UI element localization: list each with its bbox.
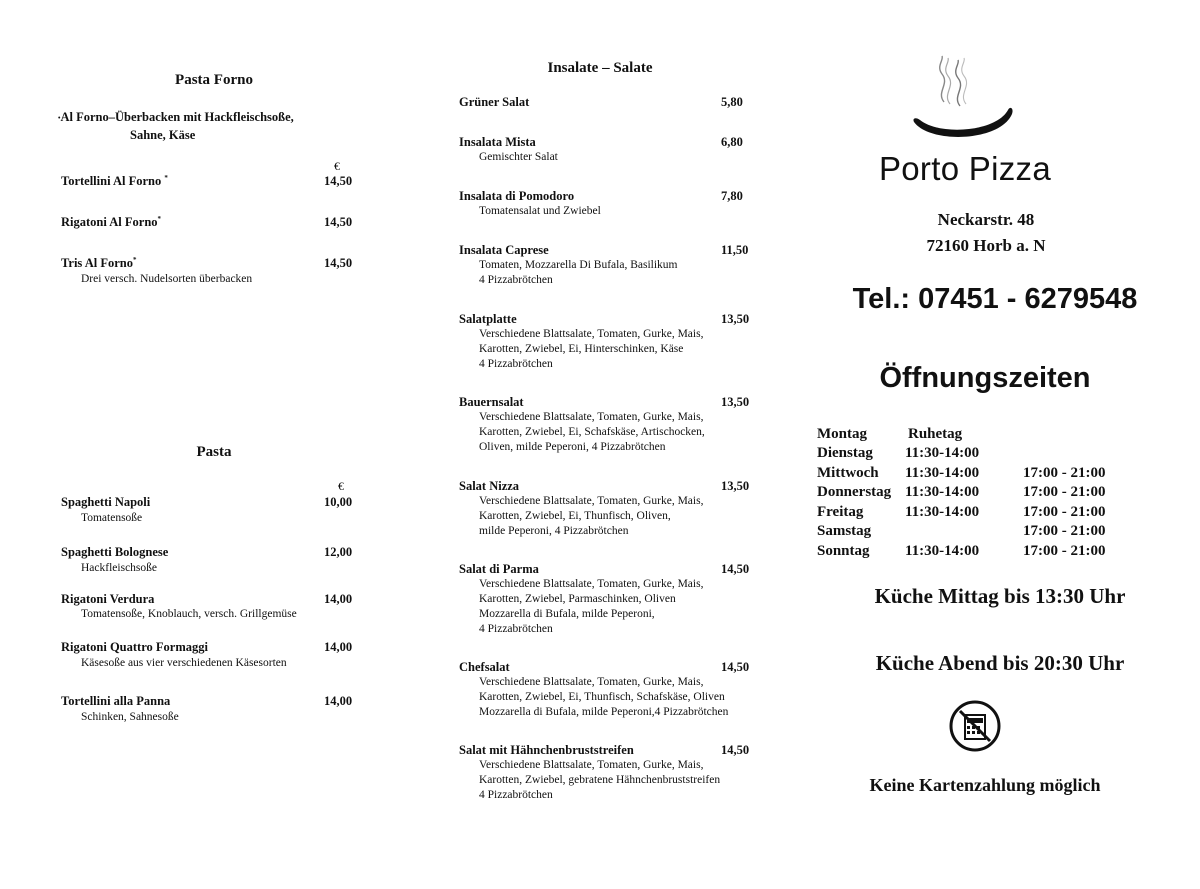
hours-dinner: 17:00 - 21:00: [1023, 465, 1106, 481]
item-name: Bauernsalat: [459, 395, 524, 409]
item-price: 11,50: [721, 243, 749, 257]
hours-lunch: 11:30-14:00: [905, 543, 980, 559]
description-line: Hackfleischsoße: [81, 562, 157, 574]
item-price: 14,50: [324, 256, 353, 270]
description-line: Karotten, Zwiebel, Ei, Thunfisch, Schafskäse, Oliven: [479, 691, 725, 703]
description-line: 4 Pizzabrötchen: [479, 358, 553, 370]
salate-title: Insalate – Salate: [547, 60, 653, 76]
description-line: Verschiedene Blattsalate, Tomaten, Gurke, Mais,: [479, 759, 704, 771]
item-name: Tortellini alla Panna: [61, 694, 171, 708]
item-name: Insalata di Pomodoro: [459, 189, 575, 203]
item-price: 5,80: [721, 95, 743, 109]
pasta-title: Pasta: [196, 444, 232, 460]
hours-lunch: 11:30-14:00: [905, 504, 980, 520]
description-line: Karotten, Zwiebel, Ei, Hinterschinken, Käse: [479, 343, 684, 355]
item-description: [81, 561, 157, 576]
item-name: Insalata Mista: [459, 135, 536, 149]
item-name: Rigatoni Verdura: [61, 592, 155, 606]
hours-day: Sonntag: [817, 543, 870, 559]
hours-row: [817, 523, 1137, 543]
pasta-forno-note: [58, 110, 294, 143]
description-line: Tomatensoße, Knoblauch, versch. Grillgemüse: [81, 608, 297, 620]
item-name: Insalata Caprese: [459, 243, 549, 257]
hours-dinner: 17:00 - 21:00: [1023, 484, 1106, 500]
item-price: 10,00: [324, 495, 353, 509]
description-line: Mozzarella di Bufala, milde Peperoni,4 Pizzabrötchen: [479, 706, 729, 718]
description-line: milde Peperoni, 4 Pizzabrötchen: [479, 525, 629, 537]
item-name: Grüner Salat: [459, 95, 530, 109]
hours-day: Freitag: [817, 504, 864, 520]
item-description: [81, 710, 179, 725]
description-line: Karotten, Zwiebel, gebratene Hähnchenbruststreifen: [479, 774, 721, 786]
hours-day: Dienstag: [817, 445, 873, 461]
hours-row: [817, 465, 1137, 485]
address-street: Neckarstr. 48: [937, 210, 1035, 229]
no-card-payment-icon: [948, 699, 1002, 753]
hours-dinner: 17:00 - 21:00: [1023, 504, 1106, 520]
item-description: [479, 258, 677, 288]
description-line: Verschiedene Blattsalate, Tomaten, Gurke, Mais,: [479, 328, 704, 340]
hours-lunch: Ruhetag: [908, 426, 963, 442]
item-price: 12,00: [324, 545, 353, 559]
description-line: Tomatensoße: [81, 512, 143, 524]
pasta-currency: €: [338, 479, 344, 493]
description-line: Gemischter Salat: [479, 151, 558, 163]
item-name: Chefsalat: [459, 660, 510, 674]
pasta-forno-note-line2: Sahne, Käse: [130, 128, 196, 142]
pasta-forno-title: Pasta Forno: [175, 72, 253, 88]
hours-lunch: 11:30-14:00: [905, 465, 980, 481]
item-price: 14,50: [721, 660, 750, 674]
hours-row: [817, 484, 1137, 504]
hours-row: [817, 426, 1137, 446]
phone-number: Tel.: 07451 - 6279548: [852, 283, 1138, 315]
item-price: 14,50: [721, 743, 750, 757]
item-name: Salatplatte: [459, 312, 517, 326]
hours-day: Mittwoch: [817, 465, 879, 481]
item-price: 14,00: [324, 592, 353, 606]
item-price: 13,50: [721, 395, 750, 409]
item-price: 7,80: [721, 189, 743, 203]
brand-name: Porto Pizza: [878, 150, 1052, 187]
description-line: Karotten, Zwiebel, Ei, Thunfisch, Oliven,: [479, 510, 671, 522]
column-salate: [400, 0, 800, 889]
item-description: [479, 675, 728, 720]
description-line: Drei versch. Nudelsorten überbacken: [81, 273, 253, 285]
steam-logo-icon: [910, 52, 1020, 144]
description-line: Verschiedene Blattsalate, Tomaten, Gurke, Mais,: [479, 411, 704, 423]
hours-lunch: 11:30-14:00: [905, 445, 980, 461]
item-description: [81, 607, 297, 622]
item-price: 14,50: [324, 174, 353, 188]
hours-lunch: 11:30-14:00: [905, 484, 980, 500]
description-line: 4 Pizzabrötchen: [479, 789, 553, 801]
item-description: [479, 577, 703, 637]
column-pasta: [0, 0, 400, 889]
pasta-forno-currency: €: [334, 159, 340, 173]
item-price: 14,50: [721, 562, 750, 576]
item-description: [479, 410, 705, 455]
hours-day: Montag: [817, 426, 867, 442]
kitchen-lunch-note: Küche Mittag bis 13:30 Uhr: [874, 584, 1126, 608]
item-name: Salat di Parma: [459, 562, 539, 576]
description-line: Schinken, Sahnesoße: [81, 711, 179, 723]
description-line: Mozzarella di Bufala, milde Peperoni,: [479, 608, 655, 620]
kitchen-dinner-note: Küche Abend bis 20:30 Uhr: [875, 651, 1125, 675]
item-name: Tortellini Al Forno: [61, 174, 162, 189]
note-bullet: •: [58, 114, 61, 123]
description-line: Karotten, Zwiebel, Ei, Schafskäse, Artischocken,: [479, 426, 705, 438]
item-name: Spaghetti Napoli: [61, 495, 151, 509]
pasta-forno-note-line1: Al Forno–Überbacken mit Hackfleischsoße,: [60, 110, 294, 124]
hours-row: [817, 504, 1137, 524]
allergen-mark: *: [133, 256, 137, 264]
item-name: Spaghetti Bolognese: [61, 545, 169, 559]
item-description: [81, 272, 252, 287]
item-name: Rigatoni Al Forno: [61, 215, 158, 230]
item-name: Salat mit Hähnchenbruststreifen: [459, 743, 634, 757]
allergen-mark: *: [157, 215, 162, 223]
item-price: 13,50: [721, 312, 750, 326]
item-price: 14,50: [324, 215, 353, 229]
item-description: [479, 150, 558, 165]
hours-day: Donnerstag: [817, 484, 892, 500]
description-line: Karotten, Zwiebel, Parmaschinken, Oliven: [479, 593, 676, 605]
opening-hours-table: [817, 426, 1147, 566]
item-description: [479, 204, 601, 219]
opening-hours-title: Öffnungszeiten: [879, 362, 1091, 394]
description-line: Oliven, milde Peperoni, 4 Pizzabrötchen: [479, 441, 666, 453]
item-price: 6,80: [721, 135, 743, 149]
description-line: 4 Pizzabrötchen: [479, 623, 553, 635]
item-name: Tris Al Forno: [61, 256, 133, 271]
description-line: 4 Pizzabrötchen: [479, 274, 553, 286]
description-line: Verschiedene Blattsalate, Tomaten, Gurke, Mais,: [479, 676, 704, 688]
description-line: Verschiedene Blattsalate, Tomaten, Gurke, Mais,: [479, 495, 704, 507]
item-description: [479, 327, 703, 372]
hours-row: [817, 543, 1137, 563]
address-city: 72160 Horb a. N: [926, 236, 1046, 255]
hours-dinner: 17:00 - 21:00: [1023, 523, 1106, 539]
hours-dinner: 17:00 - 21:00: [1023, 543, 1106, 559]
column-info: [800, 0, 1200, 889]
item-description: [81, 656, 287, 671]
description-line: Verschiedene Blattsalate, Tomaten, Gurke, Mais,: [479, 578, 704, 590]
hours-day: Samstag: [817, 523, 872, 539]
allergen-mark: *: [164, 174, 168, 182]
item-description: [479, 494, 703, 539]
item-name: Salat Nizza: [459, 479, 520, 493]
item-price: 14,00: [324, 640, 353, 654]
description-line: Tomaten, Mozzarella Di Bufala, Basilikum: [479, 259, 678, 271]
item-price: 13,50: [721, 479, 750, 493]
item-description: [81, 511, 142, 526]
item-description: [479, 758, 720, 803]
description-line: Käsesoße aus vier verschiedenen Käsesorten: [81, 657, 287, 669]
no-card-payment-note: Keine Kartenzahlung möglich: [869, 775, 1101, 795]
item-name: Rigatoni Quattro Formaggi: [61, 640, 208, 654]
description-line: Tomatensalat und Zwiebel: [479, 205, 601, 217]
item-price: 14,00: [324, 694, 353, 708]
hours-row: [817, 445, 1137, 465]
